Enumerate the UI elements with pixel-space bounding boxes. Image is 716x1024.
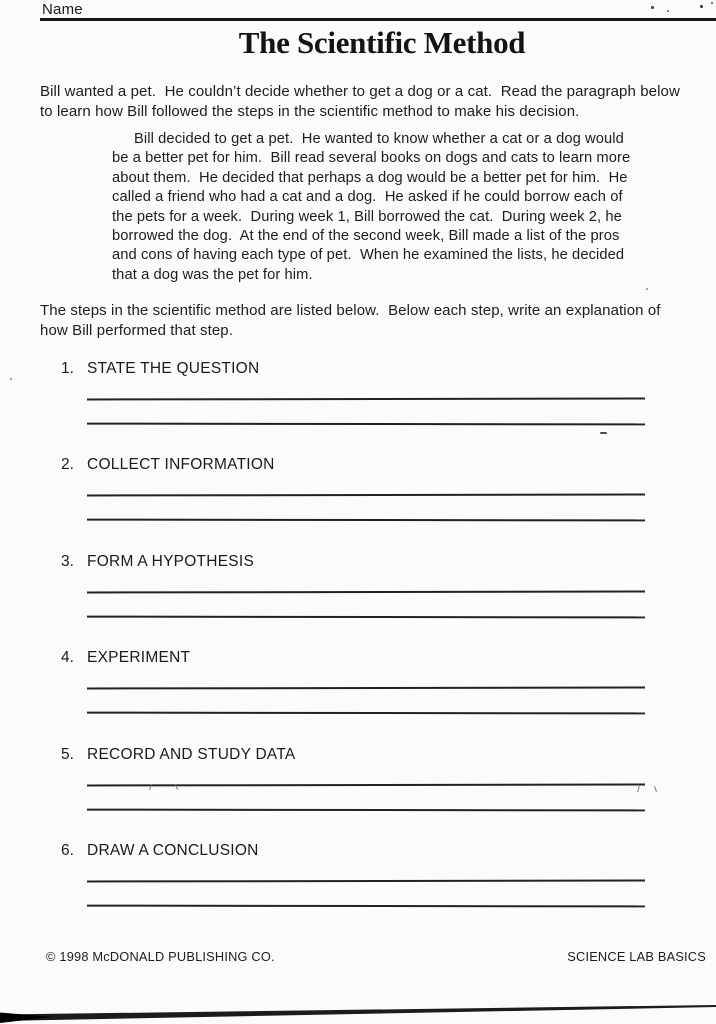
step-label: DRAW A CONCLUSION: [87, 841, 259, 859]
paper-edge-shadow: [0, 1000, 716, 1024]
scan-dash-mark: [600, 432, 607, 434]
step-item-2: [40, 456, 686, 552]
answer-line: [87, 905, 645, 908]
step-number: 1.: [61, 360, 74, 377]
step-number: 3.: [61, 552, 74, 570]
scan-speck: [10, 378, 12, 380]
step-item-5: [40, 746, 686, 842]
page-footer: [46, 949, 706, 965]
instructions-paragraph: The steps in the scientific method are listed below. Below each step, write an explanation of how Bill performed that step.: [40, 302, 665, 339]
step-number: 6.: [61, 841, 74, 859]
scan-speck: [651, 6, 654, 9]
scan-speck: [700, 5, 703, 8]
page-title: The Scientific Method: [238, 25, 526, 60]
step-item-1: [40, 360, 686, 456]
answer-line: [87, 423, 645, 426]
answer-line: [87, 712, 645, 715]
step-number: 2.: [61, 456, 74, 474]
step-label: EXPERIMENT: [87, 649, 191, 667]
step-item-3: [40, 553, 686, 649]
steps-list: [40, 360, 686, 938]
story-paragraph: Bill decided to get a pet. He wanted to know whether a cat or a dog would be a better pet for him. Bill read several books on dogs and cats to learn more about them. He decided that perhaps a dog would be a better pet for him. He called a friend who had a cat and a dog. He asked if he could borrow each of the pets for a week. During week 1, Bill borrowed the cat. During week 2, he borrowed the dog. At the end of the second week, Bill made a list of the pros and cons of having each type of pet. When he examined the lists, he decided that a dog was the pet for him.: [112, 131, 635, 283]
step-label: RECORD AND STUDY DATA: [87, 745, 296, 763]
answer-line: [87, 519, 645, 522]
name-label: Name: [42, 1, 83, 18]
scan-speck: [646, 288, 648, 290]
answer-line: [87, 494, 645, 497]
answer-line: [87, 879, 645, 882]
scan-speck: [711, 2, 713, 4]
series-title: SCIENCE LAB BASICS: [567, 949, 706, 964]
step-number: 5.: [61, 745, 74, 763]
step-label: COLLECT INFORMATION: [87, 456, 275, 474]
step-item-4: [40, 649, 686, 745]
step-number: 4.: [61, 649, 74, 667]
answer-line: [87, 590, 645, 593]
scan-speck: [667, 10, 669, 12]
copyright-text: © 1998 McDONALD PUBLISHING CO.: [46, 949, 275, 964]
step-label: FORM A HYPOTHESIS: [87, 552, 255, 570]
intro-paragraph: Bill wanted a pet. He couldn’t decide whether to get a dog or a cat. Read the paragraph below to learn how Bill followed the steps in the scientific method to make his decision.: [40, 83, 685, 120]
answer-line: [87, 808, 645, 811]
name-write-line: [40, 18, 716, 21]
step-item-6: [40, 842, 686, 938]
answer-line: [87, 687, 645, 690]
step-label: STATE THE QUESTION: [87, 360, 260, 377]
answer-line: [87, 615, 645, 618]
answer-line: [87, 783, 645, 786]
answer-line: [87, 398, 645, 401]
